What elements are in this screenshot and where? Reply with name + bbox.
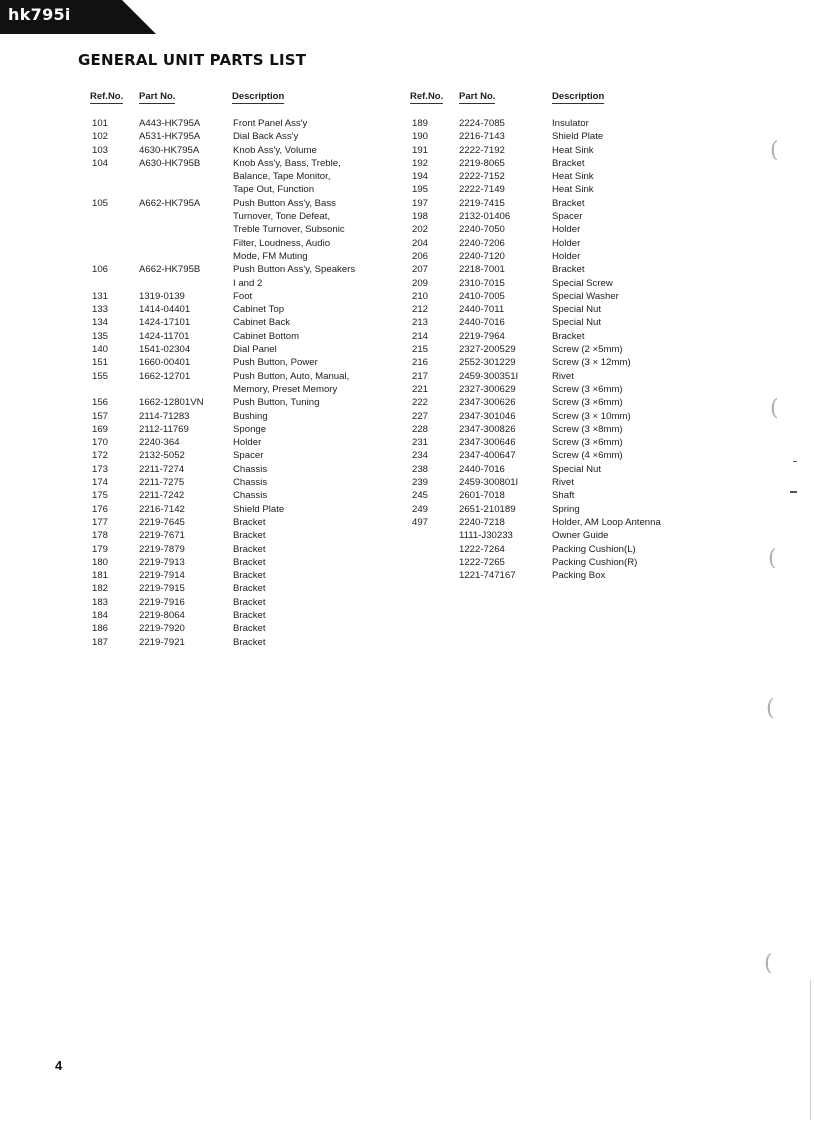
ref-no-cell: 169 [92, 423, 109, 435]
description-cell: Sponge [233, 423, 267, 435]
ref-no-cell: 173 [92, 463, 109, 475]
description-cell: Special Screw [552, 277, 613, 289]
page-number: 4 [55, 1058, 63, 1073]
description-cell: Mode, FM Muting [233, 250, 308, 262]
description-cell: Screw (2 ×5mm) [552, 344, 623, 356]
part-no-cell: 2601-7018 [459, 490, 505, 502]
ref-no-cell: 497 [412, 516, 429, 528]
description-cell: Bracket [552, 264, 585, 276]
description-cell: Bracket [233, 543, 266, 555]
description-cell: Screw (3 ×6mm) [552, 397, 623, 409]
part-no-cell: 2219-7920 [139, 623, 185, 635]
description-cell: Screw (3 × 10mm) [552, 410, 631, 422]
ref-no-cell: 238 [412, 463, 429, 475]
part-no-cell: 2219-7914 [139, 570, 185, 582]
description-cell: Push Button, Auto, Manual, [233, 370, 350, 382]
ref-no-cell: 217 [412, 370, 429, 382]
col-header-ref-right: Ref.No. [410, 91, 444, 102]
ref-no-cell: 106 [92, 264, 109, 276]
description-cell: Spring [552, 503, 580, 515]
ref-no-cell: 197 [412, 197, 429, 209]
part-no-cell: 2219-7645 [139, 516, 185, 528]
part-no-cell: 2216-7143 [459, 131, 505, 143]
part-no-cell: 2410-7005 [459, 290, 505, 302]
ref-no-cell: 156 [92, 397, 109, 409]
description-cell: Dial Back Ass'y [233, 131, 299, 143]
ref-no-cell: 231 [412, 437, 429, 449]
part-no-cell: A630-HK795B [139, 157, 201, 169]
part-no-cell: 2219-7879 [139, 543, 185, 555]
ref-no-cell: 194 [412, 171, 429, 183]
description-cell: Chassis [233, 477, 268, 489]
ref-no-cell: 170 [92, 437, 109, 449]
ref-no-cell: 178 [92, 530, 109, 542]
part-no-cell: 1662-12701 [139, 370, 191, 382]
description-cell: Memory, Preset Memory [233, 383, 338, 395]
ref-no-cell: 177 [92, 516, 109, 528]
ref-no-cell: 133 [92, 304, 109, 316]
description-cell: Balance, Tape Monitor, [233, 171, 331, 183]
description-cell: Bracket [552, 157, 585, 169]
description-cell: Treble Turnover, Subsonic [233, 224, 345, 236]
ref-no-cell: 135 [92, 330, 109, 342]
description-cell: Bracket [233, 570, 266, 582]
col-header-part-left: Part No. [139, 91, 176, 102]
description-cell: Spacer [552, 211, 583, 223]
description-cell: I and 2 [233, 277, 263, 289]
part-no-cell: 2552-301229 [459, 357, 516, 369]
col-header-desc-right: Description [552, 91, 605, 102]
description-cell: Shield Plate [233, 503, 285, 515]
ref-no-cell: 221 [412, 383, 429, 395]
part-no-cell: 2211-7274 [139, 463, 185, 475]
part-no-cell: 1662-12801VN [139, 397, 204, 409]
description-cell: Push Button, Power [233, 357, 318, 369]
description-cell: Bracket [233, 556, 266, 568]
description-cell: Screw (3 ×6mm) [552, 437, 623, 449]
description-cell: Bracket [552, 197, 585, 209]
description-cell: Push Button, Tuning [233, 397, 320, 409]
part-no-cell: 2219-7415 [459, 197, 505, 209]
ref-no-cell: 140 [92, 344, 109, 356]
ref-no-cell: 175 [92, 490, 109, 502]
description-cell: Screw (3 × 12mm) [552, 357, 631, 369]
part-no-cell: 2219-8064 [139, 609, 185, 621]
ref-no-cell: 249 [412, 503, 429, 515]
part-no-cell: 4630-HK795A [139, 144, 200, 156]
ref-no-cell: 209 [412, 277, 429, 289]
description-cell: Bracket [233, 636, 266, 648]
description-cell: Screw (4 ×6mm) [552, 450, 623, 462]
description-cell: Push Button Ass'y, Bass [233, 197, 336, 209]
ref-no-cell: 155 [92, 370, 109, 382]
description-cell: Spacer [233, 450, 264, 462]
ref-no-cell: 212 [412, 304, 429, 316]
ref-no-cell: 207 [412, 264, 429, 276]
description-cell: Foot [233, 290, 253, 302]
description-cell: Special Washer [552, 290, 619, 302]
ref-no-cell: 151 [92, 357, 109, 369]
part-no-cell: 2218-7001 [459, 264, 505, 276]
ref-no-cell: 227 [412, 410, 429, 422]
description-cell: Screw (3 ×8mm) [552, 423, 623, 435]
description-cell: Owner Guide [552, 530, 609, 542]
part-no-cell: 2132-5052 [139, 450, 185, 462]
part-no-cell: 2347-301046 [459, 410, 516, 422]
description-cell: Holder [552, 224, 581, 236]
ref-no-cell: 104 [92, 157, 109, 169]
description-cell: Chassis [233, 463, 268, 475]
part-no-cell: 2440-7016 [459, 463, 505, 475]
part-no-cell: 2240-7050 [459, 224, 505, 236]
ref-no-cell: 213 [412, 317, 429, 329]
part-no-cell: 2211-7275 [139, 477, 185, 489]
description-cell: Special Nut [552, 317, 602, 329]
ref-no-cell: 234 [412, 450, 429, 462]
part-no-cell: 2219-7915 [139, 583, 185, 595]
ref-no-cell: 131 [92, 290, 109, 302]
ref-no-cell: 134 [92, 317, 109, 329]
description-cell: Bracket [233, 609, 266, 621]
ref-no-cell: 215 [412, 344, 429, 356]
ref-no-cell: 102 [92, 131, 109, 143]
ref-no-cell: 191 [412, 144, 429, 156]
ref-no-cell: 204 [412, 237, 429, 249]
ref-no-cell: 179 [92, 543, 109, 555]
description-cell: Dial Panel [233, 344, 277, 356]
part-no-cell: 2219-7964 [459, 330, 505, 342]
part-no-cell: 1222-7264 [459, 543, 505, 555]
part-no-cell: 1111-J30233 [459, 530, 513, 542]
page-title: GENERAL UNIT PARTS LIST [78, 51, 307, 69]
scan-edge-line [810, 980, 811, 1120]
part-no-cell: 1222-7265 [459, 556, 505, 568]
part-no-cell: 2347-300826 [459, 423, 516, 435]
description-cell: Packing Cushion(L) [552, 543, 636, 555]
part-no-cell: 1319-0139 [139, 290, 185, 302]
part-no-cell: A662-HK795A [139, 197, 201, 209]
col-header-part-right: Part No. [459, 91, 496, 102]
ref-no-cell: 172 [92, 450, 109, 462]
description-cell: Special Nut [552, 304, 602, 316]
ref-no-cell: 157 [92, 410, 109, 422]
ref-no-cell: 245 [412, 490, 429, 502]
ref-no-cell: 186 [92, 623, 109, 635]
description-cell: Holder [552, 237, 581, 249]
ref-no-cell: 210 [412, 290, 429, 302]
part-no-cell: A662-HK795B [139, 264, 201, 276]
part-no-cell: 2211-7242 [139, 490, 185, 502]
description-cell: Bracket [233, 516, 266, 528]
part-no-cell: 2347-300646 [459, 437, 516, 449]
part-no-cell: 1541-02304 [139, 344, 191, 356]
binder-hole-mark: ( [770, 138, 779, 163]
ref-no-cell: 103 [92, 144, 109, 156]
part-no-cell: 2459-300801I [459, 477, 519, 489]
part-no-cell: 2240-364 [139, 437, 180, 449]
part-no-cell: 2222-7152 [459, 171, 505, 183]
part-no-cell: A443-HK795A [139, 118, 201, 129]
ref-no-cell: 216 [412, 357, 429, 369]
part-no-cell: 1660-00401 [139, 357, 191, 369]
part-no-cell: 2224-7085 [459, 118, 505, 129]
description-cell: Rivet [552, 370, 574, 382]
part-no-cell: 1414-04401 [139, 304, 191, 316]
description-cell: Insulator [552, 118, 589, 129]
description-cell: Front Panel Ass'y [233, 118, 308, 129]
ref-no-cell: 180 [92, 556, 109, 568]
description-cell: Turnover, Tone Defeat, [233, 211, 331, 223]
ref-no-cell: 198 [412, 211, 429, 223]
part-no-cell: 2651-210189 [459, 503, 516, 515]
description-cell: Tape Out, Function [233, 184, 315, 196]
description-cell: Knob Ass'y, Volume [233, 144, 317, 156]
part-no-cell: A531-HK795A [139, 131, 201, 143]
part-no-cell: 2132-01406 [459, 211, 511, 223]
part-no-cell: 2240-7120 [459, 250, 505, 262]
part-no-cell: 2219-7913 [139, 556, 185, 568]
ref-no-cell: 182 [92, 583, 109, 595]
part-no-cell: 2440-7011 [459, 304, 505, 316]
description-cell: Heat Sink [552, 171, 594, 183]
description-cell: Packing Cushion(R) [552, 556, 638, 568]
description-cell: Holder, AM Loop Antenna [552, 516, 661, 528]
part-no-cell: 2327-300629 [459, 383, 516, 395]
ref-no-cell: 228 [412, 423, 429, 435]
description-cell: Push Button Ass'y, Speakers [233, 264, 356, 276]
description-cell: Special Nut [552, 463, 602, 475]
ref-no-cell: 222 [412, 397, 429, 409]
scan-speck [793, 461, 797, 462]
ref-no-cell: 189 [412, 118, 429, 129]
description-cell: Holder [233, 437, 262, 449]
description-cell: Heat Sink [552, 144, 594, 156]
ref-no-cell: 181 [92, 570, 109, 582]
ref-no-cell: 174 [92, 477, 109, 489]
part-no-cell: 2222-7149 [459, 184, 505, 196]
description-cell: Bracket [233, 596, 266, 608]
part-no-cell: 2219-7916 [139, 596, 185, 608]
ref-no-cell: 105 [92, 197, 109, 209]
ref-no-cell: 214 [412, 330, 429, 342]
description-cell: Packing Box [552, 570, 606, 582]
description-cell: Shield Plate [552, 131, 604, 143]
part-no-cell: 2112-11769 [139, 423, 189, 435]
ref-no-cell: 176 [92, 503, 109, 515]
binder-hole-mark: ( [764, 951, 773, 976]
ref-no-cell: 202 [412, 224, 429, 236]
description-cell: Rivet [552, 477, 574, 489]
part-no-cell: 2240-7218 [459, 516, 505, 528]
description-cell: Cabinet Bottom [233, 330, 300, 342]
part-no-cell: 2219-7671 [139, 530, 185, 542]
ref-no-cell: 195 [412, 184, 429, 196]
description-cell: Cabinet Back [233, 317, 291, 329]
part-no-cell: 2347-400647 [459, 450, 516, 462]
ref-no-cell: 192 [412, 157, 429, 169]
description-cell: Filter, Loudness, Audio [233, 237, 331, 249]
ref-no-cell: 206 [412, 250, 429, 262]
col-header-ref-left: Ref.No. [90, 91, 124, 102]
part-no-cell: 2310-7015 [459, 277, 505, 289]
part-no-cell: 2240-7206 [459, 237, 505, 249]
description-cell: Knob Ass'y, Bass, Treble, [233, 157, 341, 169]
description-cell: Bracket [233, 583, 266, 595]
part-no-cell: 2219-7921 [139, 636, 185, 648]
binder-hole-mark: ( [766, 696, 775, 721]
binder-hole-mark: ( [770, 396, 779, 421]
part-no-cell: 2222-7192 [459, 144, 505, 156]
description-cell: Bracket [233, 623, 266, 635]
scan-speck [790, 491, 797, 493]
part-no-cell: 2216-7142 [139, 503, 185, 515]
binder-hole-mark: ( [768, 546, 777, 571]
description-cell: Screw (3 ×6mm) [552, 383, 623, 395]
description-cell: Bushing [233, 410, 268, 422]
ref-no-cell: 101 [92, 118, 109, 129]
description-cell: Cabinet Top [233, 304, 285, 316]
part-no-cell: 2219-8065 [459, 157, 505, 169]
description-cell: Heat Sink [552, 184, 594, 196]
ref-no-cell: 184 [92, 609, 109, 621]
ref-no-cell: 183 [92, 596, 109, 608]
part-no-cell: 1424-11701 [139, 330, 190, 342]
ref-no-cell: 239 [412, 477, 429, 489]
col-header-desc-left: Description [232, 91, 285, 102]
ref-no-cell: 187 [92, 636, 109, 648]
description-cell: Chassis [233, 490, 268, 502]
ref-no-cell: 190 [412, 131, 429, 143]
part-no-cell: 2440-7016 [459, 317, 505, 329]
description-cell: Bracket [233, 530, 266, 542]
description-cell: Shaft [552, 490, 575, 502]
part-no-cell: 1424-17101 [139, 317, 191, 329]
description-cell: Holder [552, 250, 581, 262]
part-no-cell: 1221-747167 [459, 570, 516, 582]
part-no-cell: 2459-300351I [459, 370, 519, 382]
part-no-cell: 2114-71283 [139, 410, 190, 422]
part-no-cell: 2347-300626 [459, 397, 516, 409]
part-no-cell: 2327-200529 [459, 344, 516, 356]
description-cell: Bracket [552, 330, 585, 342]
model-tab-label: hk795i [8, 5, 71, 24]
